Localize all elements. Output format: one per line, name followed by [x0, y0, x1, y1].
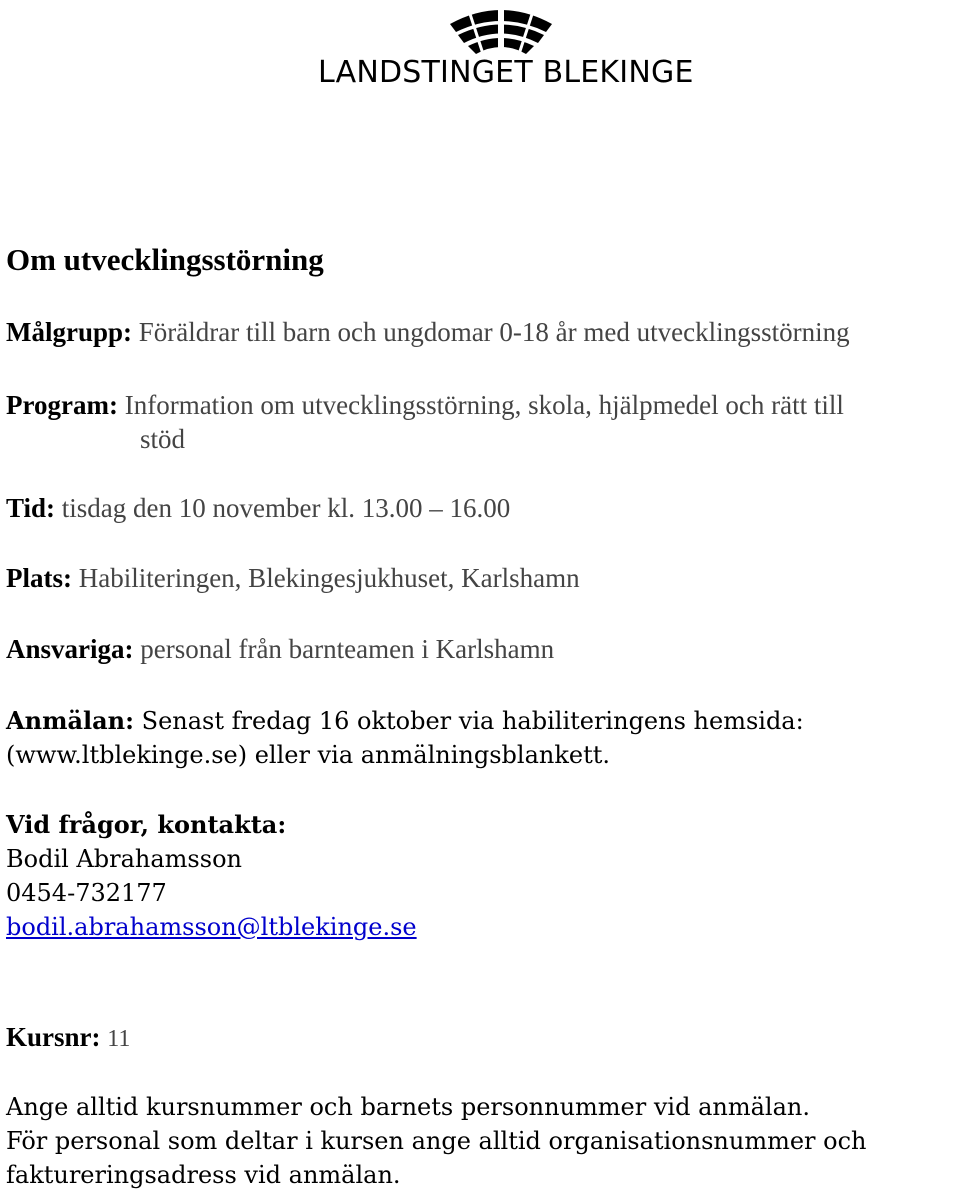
contact-block [6, 808, 417, 944]
field-ansvariga [6, 632, 554, 666]
footer-note-line2: För personal som deltar i kursen ange alltid organisationsnummer och [6, 1127, 867, 1155]
field-tid [6, 491, 510, 525]
page-title: Om utvecklingsstörning [6, 242, 324, 277]
field-program [6, 388, 844, 456]
contact-phone: 0454-732177 [6, 879, 167, 907]
kursnr-value: 11 [107, 1026, 131, 1052]
field-malgrupp [6, 315, 850, 349]
ship-emblem-icon [446, 2, 556, 56]
tid-value: tisdag den 10 november kl. 13.00 – 16.00 [61, 493, 511, 523]
program-label: Program: [6, 390, 118, 420]
plats-label: Plats: [6, 563, 72, 593]
field-kursnr [6, 1020, 130, 1056]
program-value-line1: Information om utvecklingsstörning, skola, hjälpmedel och rätt till [124, 390, 844, 420]
anmalan-value-line2: (www.ltblekinge.se) eller via anmälningsblankett. [6, 741, 610, 769]
field-anmalan [6, 704, 804, 772]
footer-note-line3: faktureringsadress vid anmälan. [6, 1161, 401, 1189]
anmalan-value-line1: Senast fredag 16 oktober via habiliteringens hemsida: [141, 707, 804, 735]
contact-email-link[interactable]: bodil.abrahamsson@ltblekinge.se [6, 913, 417, 941]
malgrupp-label: Målgrupp: [6, 317, 133, 347]
logo-text: LANDSTINGET BLEKINGE [318, 55, 694, 90]
organization-logo [310, 0, 694, 100]
kursnr-label: Kursnr: [6, 1022, 101, 1052]
tid-label: Tid: [6, 493, 56, 523]
plats-value: Habiliteringen, Blekingesjukhuset, Karlshamn [78, 563, 580, 593]
footer-note [6, 1090, 867, 1192]
field-plats [6, 561, 580, 595]
contact-label: Vid frågor, kontakta: [6, 810, 287, 839]
malgrupp-value: Föräldrar till barn och ungdomar 0-18 år med utvecklingsstörning [138, 317, 850, 347]
anmalan-label: Anmälan: [6, 706, 134, 735]
footer-note-line1: Ange alltid kursnummer och barnets personnummer vid anmälan. [6, 1093, 810, 1121]
ansvariga-label: Ansvariga: [6, 634, 134, 664]
program-value-line2: stöd [140, 424, 186, 454]
contact-name: Bodil Abrahamsson [6, 845, 242, 873]
ansvariga-value: personal från barnteamen i Karlshamn [140, 634, 555, 664]
